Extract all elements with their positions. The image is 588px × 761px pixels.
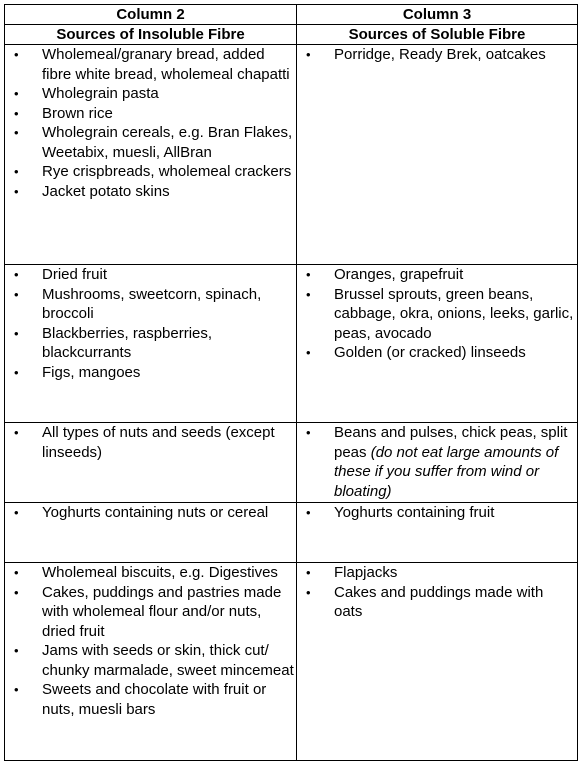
insoluble-cell: [5, 45, 297, 265]
list-item: [5, 265, 294, 285]
list-item: [5, 324, 294, 363]
soluble-list: [297, 563, 577, 622]
list-item-text: Rye crispbreads, wholemeal crackers: [42, 163, 292, 180]
list-item: [5, 162, 294, 182]
bullet-icon: •: [14, 643, 19, 658]
bullet-icon: •: [14, 47, 19, 62]
list-item-text: Mushrooms, sweetcorn, spinach, broccoli: [42, 285, 262, 322]
soluble-cell: [297, 503, 578, 563]
list-item: [5, 680, 294, 719]
bullet-icon: •: [306, 425, 311, 440]
list-item: [5, 123, 294, 162]
list-item-text: Cakes, puddings and pastries made with wholemeal flour and/or nuts, dried fruit: [42, 583, 282, 640]
table-row: [5, 45, 578, 265]
insoluble-list: [5, 45, 296, 201]
list-item-text: Brussel sprouts, green beans, cabbage, okra, onions, leeks, garlic, peas, avocado: [334, 285, 574, 342]
bullet-icon: •: [306, 584, 311, 600]
bullet-icon: •: [306, 286, 311, 302]
list-item-text: Blackberries, raspberries, blackcurrants: [42, 324, 213, 361]
insoluble-list: [5, 563, 296, 719]
subheader-row: [5, 25, 578, 45]
bullet-icon: •: [14, 505, 19, 520]
insoluble-list: [5, 265, 296, 382]
soluble-cell: [297, 265, 578, 423]
list-item: [297, 503, 575, 523]
list-item: [5, 104, 294, 124]
column-3-title: Column 3: [297, 5, 578, 25]
list-item: [297, 45, 575, 65]
bullet-icon: •: [306, 47, 311, 62]
bullet-icon: •: [14, 286, 19, 302]
list-item: [297, 423, 575, 501]
insoluble-cell: [5, 265, 297, 423]
list-item-text: Golden (or cracked) linseeds: [334, 344, 526, 361]
bullet-icon: •: [306, 267, 311, 282]
list-item: [297, 563, 575, 583]
list-item-text: Jams with seeds or skin, thick cut/ chunky marmalade, sweet mincemeat: [42, 642, 294, 679]
bullet-icon: •: [14, 364, 19, 380]
bullet-icon: •: [14, 425, 19, 440]
list-item: [5, 363, 294, 383]
list-item-text: Sweets and chocolate with fruit or nuts, muesli bars: [42, 681, 267, 718]
list-item-text: Cakes and puddings made with oats: [334, 583, 544, 620]
list-item: [297, 285, 575, 344]
bullet-icon: •: [14, 565, 19, 580]
list-item-text: Brown rice: [42, 104, 113, 122]
list-item: [5, 285, 294, 324]
list-item-text: Yoghurts containing fruit: [334, 504, 495, 521]
list-item: [5, 182, 294, 202]
column-2-title: Column 2: [5, 5, 297, 25]
list-item: [297, 343, 575, 363]
list-item-text: Porridge, Ready Brek, oatcakes: [334, 46, 546, 63]
insoluble-fibre-heading: Sources of Insoluble Fibre: [5, 25, 297, 45]
soluble-cell: [297, 563, 578, 761]
insoluble-cell: [5, 423, 297, 503]
bullet-icon: •: [14, 584, 19, 600]
list-item-text: Yoghurts containing nuts or cereal: [42, 504, 269, 521]
wind-bloating-warning: (do not eat large amounts of these if you suffer from wind or bloating): [334, 443, 559, 500]
list-item-text: Wholegrain pasta: [42, 85, 159, 102]
list-item: [297, 583, 575, 622]
soluble-fibre-heading: Sources of Soluble Fibre: [297, 25, 578, 45]
bullet-icon: •: [14, 267, 19, 282]
bullet-icon: •: [14, 125, 19, 140]
list-item-text: Dried fruit: [42, 266, 108, 283]
bullet-icon: •: [14, 105, 19, 121]
list-item-text: Beans and pulses, chick peas, split peas: [334, 424, 568, 461]
bullet-icon: •: [14, 682, 19, 697]
bullet-icon: •: [14, 86, 19, 101]
bullet-icon: •: [306, 345, 311, 360]
table-row: [5, 563, 578, 761]
list-item-text: Jacket potato skins: [42, 182, 170, 200]
list-item: [5, 84, 294, 104]
insoluble-cell: [5, 563, 297, 761]
list-item-text: All types of nuts and seeds (except linseeds): [42, 424, 275, 461]
soluble-list: [297, 503, 577, 523]
list-item-text: Wholegrain cereals, e.g. Bran Flakes, Weetabix, muesli, AllBran: [42, 124, 293, 161]
insoluble-cell: [5, 503, 297, 563]
soluble-cell: [297, 423, 578, 503]
list-item: [5, 503, 294, 523]
bullet-icon: •: [14, 183, 19, 199]
table-row: [5, 423, 578, 503]
list-item: [5, 563, 294, 583]
list-item-text: Wholemeal biscuits, e.g. Digestives: [42, 564, 278, 581]
bullet-icon: •: [14, 325, 19, 341]
soluble-list: [297, 265, 577, 363]
list-item: [5, 583, 294, 642]
bullet-icon: •: [14, 164, 19, 179]
list-item-text: Wholemeal/granary bread, added fibre white bread, wholemeal chapatti: [42, 46, 290, 83]
insoluble-list: [5, 423, 296, 462]
list-item: [5, 641, 294, 680]
table-row: [5, 265, 578, 423]
soluble-list: [297, 45, 577, 65]
insoluble-list: [5, 503, 296, 523]
list-item-text: Figs, mangoes: [42, 363, 141, 381]
list-item-text: Flapjacks: [334, 564, 398, 581]
list-item: [5, 45, 294, 84]
list-item: [297, 265, 575, 285]
soluble-list: [297, 423, 577, 501]
soluble-cell: [297, 45, 578, 265]
list-item-text: Oranges, grapefruit: [334, 266, 464, 283]
bullet-icon: •: [306, 565, 311, 580]
table-row: [5, 503, 578, 563]
bullet-icon: •: [306, 505, 311, 520]
list-item: [5, 423, 294, 462]
header-row: [5, 5, 578, 25]
fibre-sources-table: [4, 4, 578, 761]
